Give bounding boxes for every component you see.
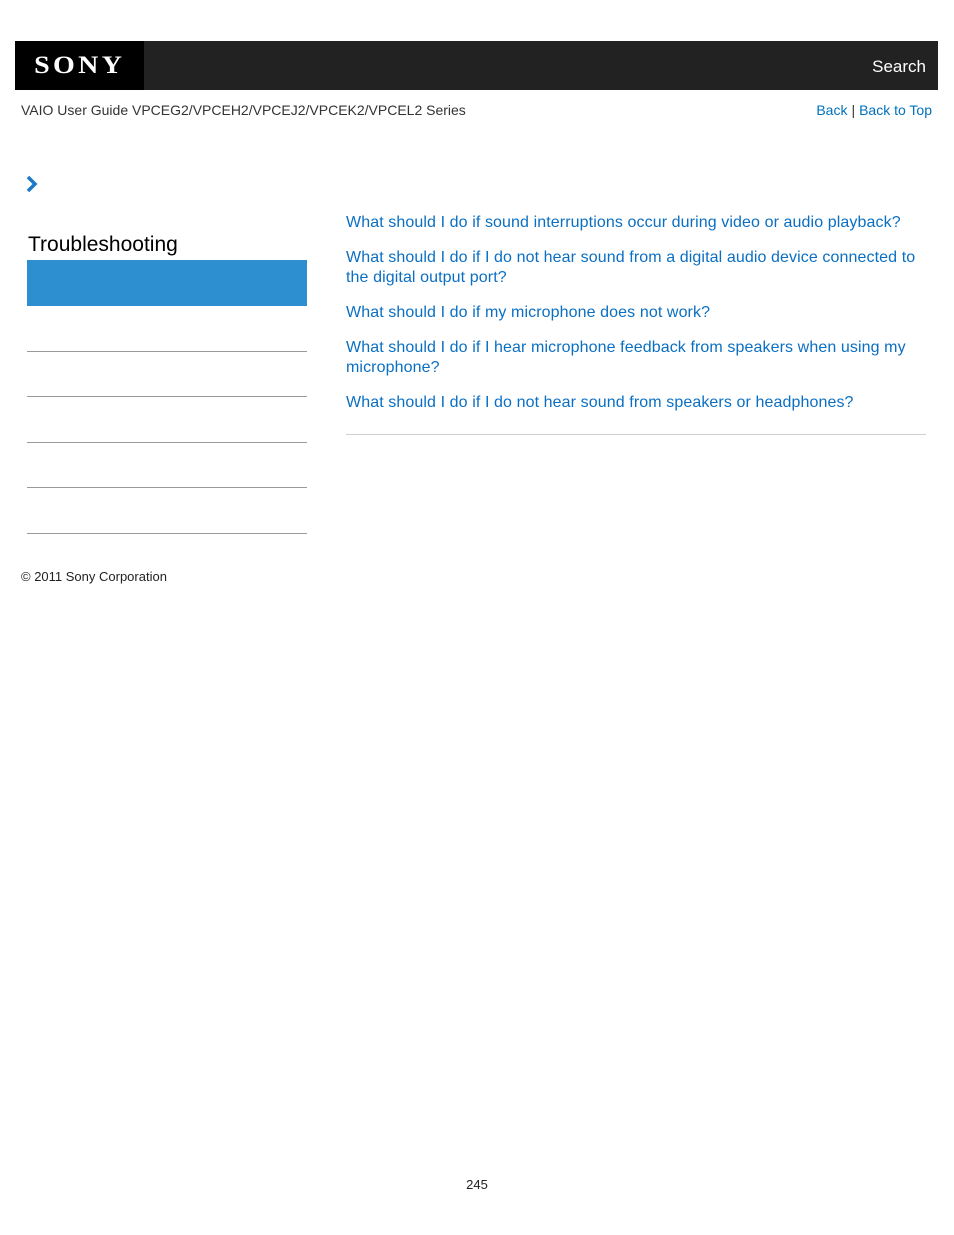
- sidebar-item[interactable]: [27, 442, 307, 488]
- guide-title: VAIO User Guide VPCEG2/VPCEH2/VPCEJ2/VPCEK2/VPCEL2 Series: [21, 102, 466, 118]
- sidebar-title: Troubleshooting: [28, 233, 178, 256]
- sidebar-item-active[interactable]: [27, 260, 307, 306]
- header-bar: [15, 41, 938, 90]
- sidebar-item[interactable]: [27, 397, 307, 443]
- back-to-top-link[interactable]: Back to Top: [859, 102, 932, 118]
- page-number: 245: [466, 1177, 488, 1192]
- topic-link-sound-interruptions[interactable]: What should I do if sound interruptions occur during video or audio playback?: [346, 214, 901, 231]
- topic-list: [346, 213, 926, 428]
- sidebar-item[interactable]: [27, 488, 307, 534]
- topic-link-no-sound[interactable]: What should I do if I do not hear sound from speakers or headphones?: [346, 394, 854, 411]
- copyright: © 2011 Sony Corporation: [21, 569, 167, 584]
- search-link[interactable]: Search: [872, 57, 926, 76]
- sidebar-item[interactable]: [27, 306, 307, 352]
- back-link[interactable]: Back: [816, 102, 848, 118]
- topic-link-digital-audio[interactable]: What should I do if I do not hear sound from a digital audio device connected to the digital output port?: [346, 249, 916, 286]
- chevron-right-icon[interactable]: [26, 176, 40, 192]
- sidebar-item[interactable]: [27, 351, 307, 397]
- content-divider: [346, 434, 926, 435]
- nav-links: [816, 102, 932, 118]
- logo-text: SONY: [33, 51, 126, 79]
- topic-link-feedback[interactable]: What should I do if I hear microphone feedback from speakers when using my microphone?: [346, 339, 906, 376]
- topic-link-microphone[interactable]: What should I do if my microphone does not work?: [346, 304, 711, 321]
- nav-separator: |: [851, 102, 856, 118]
- sony-logo[interactable]: [15, 41, 144, 90]
